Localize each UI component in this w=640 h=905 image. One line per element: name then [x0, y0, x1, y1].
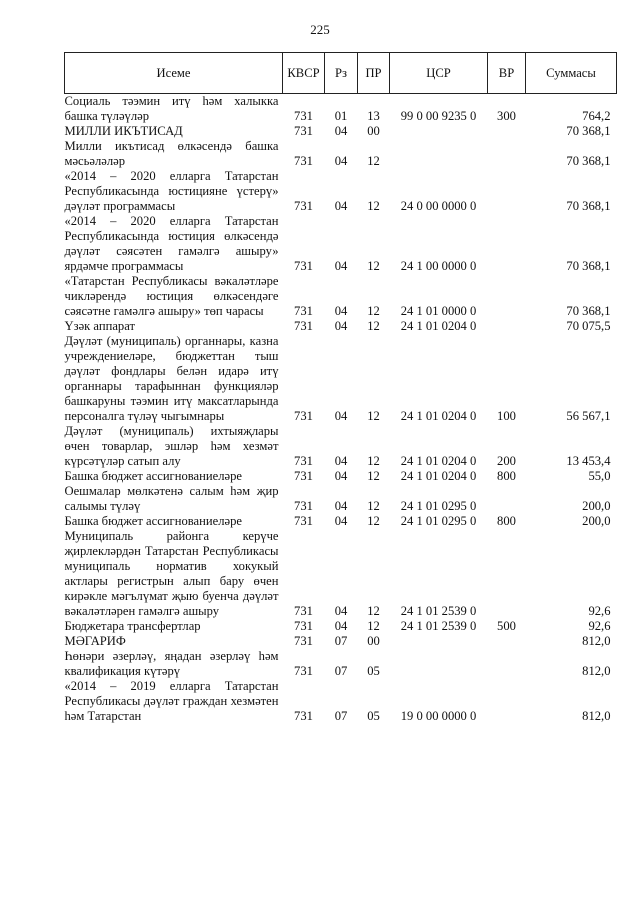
- table-row: [65, 334, 617, 424]
- table-row: [65, 649, 617, 679]
- cell-vr: 200: [497, 454, 516, 468]
- table-row: [65, 469, 617, 484]
- cell-name: «Татарстан Республикасы вәкаләтләре чикләрендә юстиция өлкәсендәге сәясәтне гамәлгә ашыру» төп чарасы: [64, 274, 279, 318]
- cell-kvsr: 731: [294, 259, 313, 273]
- cell-vr: [488, 649, 526, 679]
- cell-csr: [390, 649, 488, 679]
- cell-vr: 800: [497, 514, 516, 528]
- cell-rz: 07: [334, 709, 348, 723]
- cell-kvsr: 731: [294, 664, 313, 678]
- cell-rz: 04: [334, 604, 348, 618]
- cell-pr: 05: [367, 664, 380, 678]
- cell-csr: 19 0 00 0000 0: [400, 709, 477, 723]
- cell-kvsr: 731: [294, 124, 313, 138]
- header-vr: ВР: [488, 53, 526, 94]
- cell-vr: [488, 634, 526, 649]
- cell-rz: 04: [334, 454, 348, 468]
- cell-name: Үзәк аппарат: [64, 319, 135, 333]
- cell-pr: 12: [367, 469, 380, 483]
- cell-name: Бюджетара трансфертлар: [64, 619, 201, 633]
- cell-rz: 04: [334, 154, 348, 168]
- cell-kvsr: 731: [294, 454, 313, 468]
- cell-rz: 04: [334, 514, 348, 528]
- cell-csr: 24 1 01 0295 0: [400, 514, 477, 528]
- cell-rz: 04: [334, 499, 348, 513]
- cell-vr: [488, 274, 526, 319]
- cell-rz: 01: [334, 109, 348, 123]
- cell-rz: 04: [334, 124, 348, 138]
- cell-sum: 70 075,5: [566, 319, 611, 333]
- cell-pr: 12: [367, 499, 380, 513]
- table-body: [65, 94, 617, 725]
- cell-kvsr: 731: [294, 634, 313, 648]
- table-row: [65, 139, 617, 169]
- cell-vr: [488, 679, 526, 724]
- cell-vr: 500: [497, 619, 516, 633]
- cell-sum: 56 567,1: [566, 409, 611, 423]
- cell-sum: 70 368,1: [566, 124, 611, 138]
- cell-sum: 812,0: [582, 634, 611, 648]
- cell-vr: [488, 169, 526, 214]
- cell-vr: [488, 319, 526, 334]
- cell-name: «2014 – 2019 елларга Татарстан Республикасы дәүләт граждан хезмәтен һәм Татарстан: [64, 679, 279, 723]
- table-row: [65, 214, 617, 274]
- cell-csr: 24 1 01 2539 0: [400, 604, 477, 618]
- cell-pr: 12: [367, 514, 380, 528]
- cell-name: Оешмалар мөлкәтенә салым һәм җир салымы түләү: [64, 484, 279, 513]
- cell-csr: [390, 139, 488, 169]
- cell-vr: [488, 124, 526, 139]
- cell-csr: [390, 634, 488, 649]
- table-row: [65, 619, 617, 634]
- table-row: [65, 529, 617, 619]
- table-row: [65, 169, 617, 214]
- cell-sum: 812,0: [582, 664, 611, 678]
- table-row: [65, 319, 617, 334]
- cell-rz: 04: [334, 304, 348, 318]
- cell-csr: 24 1 01 0295 0: [400, 499, 477, 513]
- header-pr: ПР: [358, 53, 390, 94]
- cell-kvsr: 731: [294, 109, 313, 123]
- cell-vr: 800: [497, 469, 516, 483]
- cell-sum: 812,0: [582, 709, 611, 723]
- cell-name: «2014 – 2020 елларга Татарстан Республикасында юстиция өлкәсендә дәүләт сәясәтен гамәлгә ашыру» ярдәмче программасы: [64, 214, 279, 273]
- cell-sum: 70 368,1: [566, 154, 611, 168]
- header-rz: Рз: [325, 53, 358, 94]
- cell-pr: 12: [367, 454, 380, 468]
- table-row: [65, 679, 617, 724]
- cell-pr: 12: [367, 199, 380, 213]
- header-csr: ЦСР: [390, 53, 488, 94]
- cell-name: «2014 – 2020 елларга Татарстан Республикасында юстицияне үстерү» дәүләт программасы: [64, 169, 279, 213]
- table-row: [65, 514, 617, 529]
- cell-kvsr: 731: [294, 619, 313, 633]
- cell-rz: 04: [334, 469, 348, 483]
- cell-sum: 70 368,1: [566, 304, 611, 318]
- table-row: [65, 94, 617, 125]
- cell-name: Дәүләт (муниципаль) ихтыяҗлары өчен товарлар, эшләр һәм хезмәт күрсәтүләр сатып алу: [64, 424, 279, 468]
- cell-kvsr: 731: [294, 199, 313, 213]
- cell-rz: 04: [334, 199, 348, 213]
- cell-pr: 12: [367, 619, 380, 633]
- cell-name: МИЛЛИ ИКЪТИСАД: [64, 124, 183, 138]
- table-header: [65, 53, 617, 94]
- cell-kvsr: 731: [294, 499, 313, 513]
- cell-name: Һөнәри әзерләү, яңадан әзерләү һәм квалификация күтәрү: [64, 649, 279, 678]
- cell-sum: 92,6: [588, 619, 611, 633]
- table-row: [65, 634, 617, 649]
- cell-name: Башка бюджет ассигнованиеләре: [64, 514, 242, 528]
- cell-name: Муниципаль районга керүче җирлекләрдән Татарстан Республикасы муниципаль норматив хокукый актлары регистрын алып бару өчен кирәкле мәгълүмат җыю буенча дәүләт вәкаләтләрен гамәлгә ашыру: [64, 529, 279, 618]
- cell-pr: 12: [367, 304, 380, 318]
- cell-name: МӘГАРИФ: [64, 634, 126, 648]
- cell-kvsr: 731: [294, 409, 313, 423]
- cell-name: Башка бюджет ассигнованиеләре: [64, 469, 242, 483]
- header-kvsr: КВСР: [283, 53, 325, 94]
- cell-kvsr: 731: [294, 709, 313, 723]
- cell-kvsr: 731: [294, 304, 313, 318]
- cell-csr: [390, 124, 488, 139]
- cell-pr: 12: [367, 409, 380, 423]
- cell-pr: 05: [367, 709, 380, 723]
- cell-vr: [488, 214, 526, 274]
- cell-kvsr: 731: [294, 154, 313, 168]
- cell-csr: 24 1 01 2539 0: [400, 619, 477, 633]
- cell-csr: 24 1 01 0204 0: [400, 469, 477, 483]
- cell-rz: 04: [334, 259, 348, 273]
- cell-name: Милли икътисад өлкәсендә башка мәсьәләләр: [64, 139, 279, 168]
- cell-pr: 12: [367, 319, 380, 333]
- cell-sum: 13 453,4: [566, 454, 611, 468]
- table-row: [65, 424, 617, 469]
- cell-sum: 200,0: [582, 514, 611, 528]
- cell-sum: 70 368,1: [566, 199, 611, 213]
- cell-rz: 07: [334, 664, 348, 678]
- cell-kvsr: 731: [294, 469, 313, 483]
- cell-rz: 04: [334, 409, 348, 423]
- header-name: Исеме: [65, 53, 283, 94]
- cell-vr: [488, 529, 526, 619]
- cell-pr: 12: [367, 259, 380, 273]
- cell-rz: 07: [334, 634, 348, 648]
- table-row: [65, 484, 617, 514]
- table-row: [65, 274, 617, 319]
- cell-name: Социаль тәэмин итү һәм халыкка башка түләүләр: [64, 94, 279, 123]
- cell-csr: 24 1 01 0000 0: [400, 304, 477, 318]
- cell-pr: 00: [367, 124, 380, 138]
- page-number: 225: [310, 22, 330, 37]
- cell-csr: 24 1 01 0204 0: [400, 454, 477, 468]
- cell-vr: 100: [497, 409, 516, 423]
- cell-rz: 04: [334, 619, 348, 633]
- cell-kvsr: 731: [294, 319, 313, 333]
- cell-csr: 24 1 01 0204 0: [400, 409, 477, 423]
- table-row: [65, 124, 617, 139]
- cell-vr: 300: [497, 109, 516, 123]
- cell-sum: 55,0: [588, 469, 611, 483]
- cell-vr: [488, 139, 526, 169]
- cell-sum: 200,0: [582, 499, 611, 513]
- cell-vr: [488, 484, 526, 514]
- cell-csr: 24 1 01 0204 0: [400, 319, 477, 333]
- cell-pr: 00: [367, 634, 380, 648]
- cell-sum: 70 368,1: [566, 259, 611, 273]
- cell-name: Дәүләт (муниципаль) органнары, казна учреждениеләре, бюджеттан тыш дәүләт фондлары белән идарә итү органнары тарафыннан функцияләр башкаруны тәэмин итү максатларында персоналга түләү чыгымнары: [64, 334, 279, 423]
- cell-kvsr: 731: [294, 604, 313, 618]
- cell-pr: 12: [367, 604, 380, 618]
- cell-rz: 04: [334, 319, 348, 333]
- cell-csr: 24 1 00 0000 0: [400, 259, 477, 273]
- cell-sum: 764,2: [582, 109, 611, 123]
- cell-csr: 99 0 00 9235 0: [400, 109, 477, 123]
- header-sum: Суммасы: [526, 53, 617, 94]
- budget-table: [64, 52, 617, 724]
- cell-pr: 12: [367, 154, 380, 168]
- cell-kvsr: 731: [294, 514, 313, 528]
- cell-pr: 13: [367, 109, 380, 123]
- cell-csr: 24 0 00 0000 0: [400, 199, 477, 213]
- cell-sum: 92,6: [588, 604, 611, 618]
